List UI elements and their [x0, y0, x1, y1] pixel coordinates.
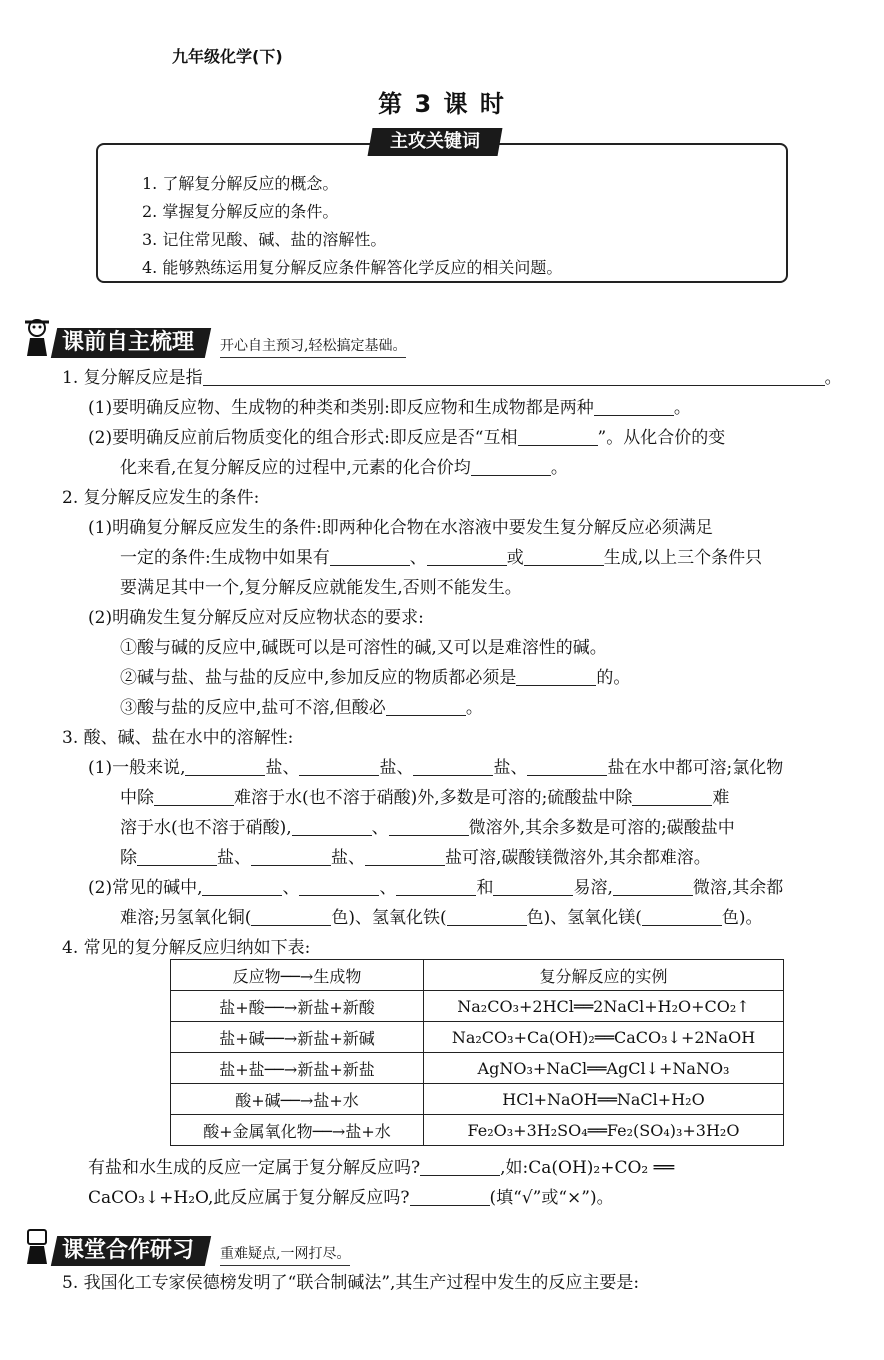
answer-blank[interactable] — [516, 665, 596, 686]
answer-blank[interactable] — [427, 545, 507, 566]
table-cell: 酸+金属氧化物──→盐+水 — [171, 1115, 424, 1146]
section-title-classroom: 课堂合作研习 — [51, 1236, 211, 1266]
key-point-2: 2. 掌握复分解反应的条件。 — [142, 202, 339, 221]
answer-blank[interactable] — [632, 785, 712, 806]
q3-line-3: 中除 难溶于水(也不溶于硝酸)外,多数是可溶的;硫酸盐中除 难 — [62, 783, 868, 813]
q4-followup — [88, 1153, 868, 1213]
answer-blank[interactable] — [299, 755, 379, 776]
section-title-preview: 课前自主梳理 — [51, 328, 211, 358]
q4-line-2: CaCO₃↓+H₂O,此反应属于复分解反应吗? (填“√”或“×”)。 — [88, 1183, 868, 1213]
question-block-1-3 — [62, 363, 868, 963]
mascot-icon — [22, 318, 52, 358]
q5-line-1: 5. 我国化工专家侯德榜发明了“联合制碱法”,其生产过程中发生的反应主要是: — [62, 1273, 640, 1293]
q2-line-4: 要满足其中一个,复分解反应就能发生,否则不能发生。 — [120, 578, 522, 598]
table-cell: 盐+碱──→新盐+新碱 — [171, 1022, 424, 1053]
q2-line-2: (1)明确复分解反应发生的条件:即两种化合物在水溶液中要发生复分解反应必须满足 — [88, 518, 713, 538]
answer-blank[interactable] — [251, 905, 331, 926]
answer-blank[interactable] — [471, 455, 551, 476]
table-row — [171, 991, 784, 1022]
q2-line-7: ②碱与盐、盐与盐的反应中,参加反应的物质都必须是 的。 — [62, 663, 868, 693]
table-header: 反应物──→生成物 — [171, 960, 424, 991]
table-cell: HCl+NaOH══NaCl+H₂O — [424, 1084, 784, 1115]
q3-line-5: 除 盐、 盐、 盐可溶,碳酸镁微溶外,其余都难溶。 — [62, 843, 868, 873]
book-header: 九年级化学(下) — [172, 47, 283, 66]
key-point-3: 3. 记住常见酸、碱、盐的溶解性。 — [142, 230, 387, 249]
section-banner-classroom — [22, 1226, 350, 1266]
answer-blank[interactable] — [137, 845, 217, 866]
answer-blank[interactable] — [396, 875, 476, 896]
table-cell: Fe₂O₃+3H₂SO₄══Fe₂(SO₄)₃+3H₂O — [424, 1115, 784, 1146]
answer-blank[interactable] — [524, 545, 604, 566]
table-cell: AgNO₃+NaCl══AgCl↓+NaNO₃ — [424, 1053, 784, 1084]
q2-line-8: ③酸与盐的反应中,盐可不溶,但酸必 。 — [62, 693, 868, 723]
answer-blank[interactable] — [447, 905, 527, 926]
answer-blank[interactable] — [202, 875, 282, 896]
table-row — [171, 1115, 784, 1146]
answer-blank[interactable] — [518, 425, 598, 446]
table-row — [171, 1053, 784, 1084]
answer-blank[interactable] — [642, 905, 722, 926]
table-cell: 盐+盐──→新盐+新盐 — [171, 1053, 424, 1084]
answer-blank[interactable] — [527, 755, 607, 776]
answer-blank[interactable] — [203, 365, 825, 386]
answer-blank[interactable] — [413, 755, 493, 776]
section-subtitle-classroom: 重难疑点,一网打尽。 — [220, 1243, 350, 1266]
table-cell: Na₂CO₃+2HCl══2NaCl+H₂O+CO₂↑ — [424, 991, 784, 1022]
answer-blank[interactable] — [493, 875, 573, 896]
q1-line-4: 化来看,在复分解反应的过程中,元素的化合价均 。 — [62, 453, 868, 483]
answer-blank[interactable] — [154, 785, 234, 806]
q1-line-2: (1)要明确反应物、生成物的种类和类别:即反应物和生成物都是两种 。 — [62, 393, 868, 423]
q4-intro: 4. 常见的复分解反应归纳如下表: — [62, 938, 311, 958]
question-5 — [62, 1268, 868, 1298]
q2-line-3: 一定的条件:生成物中如果有 、 或 生成,以上三个条件只 — [62, 543, 868, 573]
q2-line-6: ①酸与碱的反应中,碱既可以是可溶性的碱,又可以是难溶性的碱。 — [120, 638, 607, 658]
q3-line-6: (2)常见的碱中, 、 、 和 易溶, 微溶,其余都 — [62, 873, 868, 903]
q2-line-5: (2)明确发生复分解反应对反应物状态的要求: — [88, 608, 424, 628]
key-points-list — [142, 170, 562, 282]
answer-blank[interactable] — [251, 845, 331, 866]
q1-line-1: 1. 复分解反应是指 。 — [62, 363, 868, 393]
q1-line-3: (2)要明确反应前后物质变化的组合形式:即反应是否“互相 ”。从化合价的变 — [62, 423, 868, 453]
answer-blank[interactable] — [613, 875, 693, 896]
section-subtitle-preview: 开心自主预习,轻松搞定基础。 — [220, 335, 406, 358]
key-points-tab: 主攻关键词 — [368, 128, 503, 156]
reaction-table — [170, 959, 784, 1146]
q2-line-1: 2. 复分解反应发生的条件: — [62, 488, 260, 508]
table-header-row — [171, 960, 784, 991]
answer-blank[interactable] — [292, 815, 372, 836]
answer-blank[interactable] — [299, 875, 379, 896]
q3-line-4: 溶于水(也不溶于硝酸), 、 微溶外,其余多数是可溶的;碳酸盐中 — [62, 813, 868, 843]
table-cell: 酸+碱──→盐+水 — [171, 1084, 424, 1115]
table-row — [171, 1084, 784, 1115]
table-header: 复分解反应的实例 — [424, 960, 784, 991]
q3-line-7: 难溶;另氢氧化铜( 色)、氢氧化铁( 色)、氢氧化镁( 色)。 — [62, 903, 868, 933]
lesson-title: 第 3 课 时 — [378, 90, 506, 118]
answer-blank[interactable] — [420, 1155, 500, 1176]
mascot-icon — [22, 1226, 52, 1266]
key-point-1: 1. 了解复分解反应的概念。 — [142, 174, 339, 193]
answer-blank[interactable] — [410, 1185, 490, 1206]
answer-blank[interactable] — [594, 395, 674, 416]
answer-blank[interactable] — [185, 755, 265, 776]
q3-line-1: 3. 酸、碱、盐在水中的溶解性: — [62, 728, 294, 748]
answer-blank[interactable] — [386, 695, 466, 716]
answer-blank[interactable] — [330, 545, 410, 566]
answer-blank[interactable] — [389, 815, 469, 836]
q3-line-2: (1)一般来说, 盐、 盐、 盐、 盐在水中都可溶;氯化物 — [62, 753, 868, 783]
table-cell: Na₂CO₃+Ca(OH)₂══CaCO₃↓+2NaOH — [424, 1022, 784, 1053]
table-cell: 盐+酸──→新盐+新酸 — [171, 991, 424, 1022]
section-banner-preview — [22, 318, 406, 358]
table-row — [171, 1022, 784, 1053]
key-point-4: 4. 能够熟练运用复分解反应条件解答化学反应的相关问题。 — [142, 258, 563, 277]
q4-line-1: 有盐和水生成的反应一定属于复分解反应吗? ,如:Ca(OH)₂+CO₂ ══ — [88, 1153, 868, 1183]
answer-blank[interactable] — [365, 845, 445, 866]
